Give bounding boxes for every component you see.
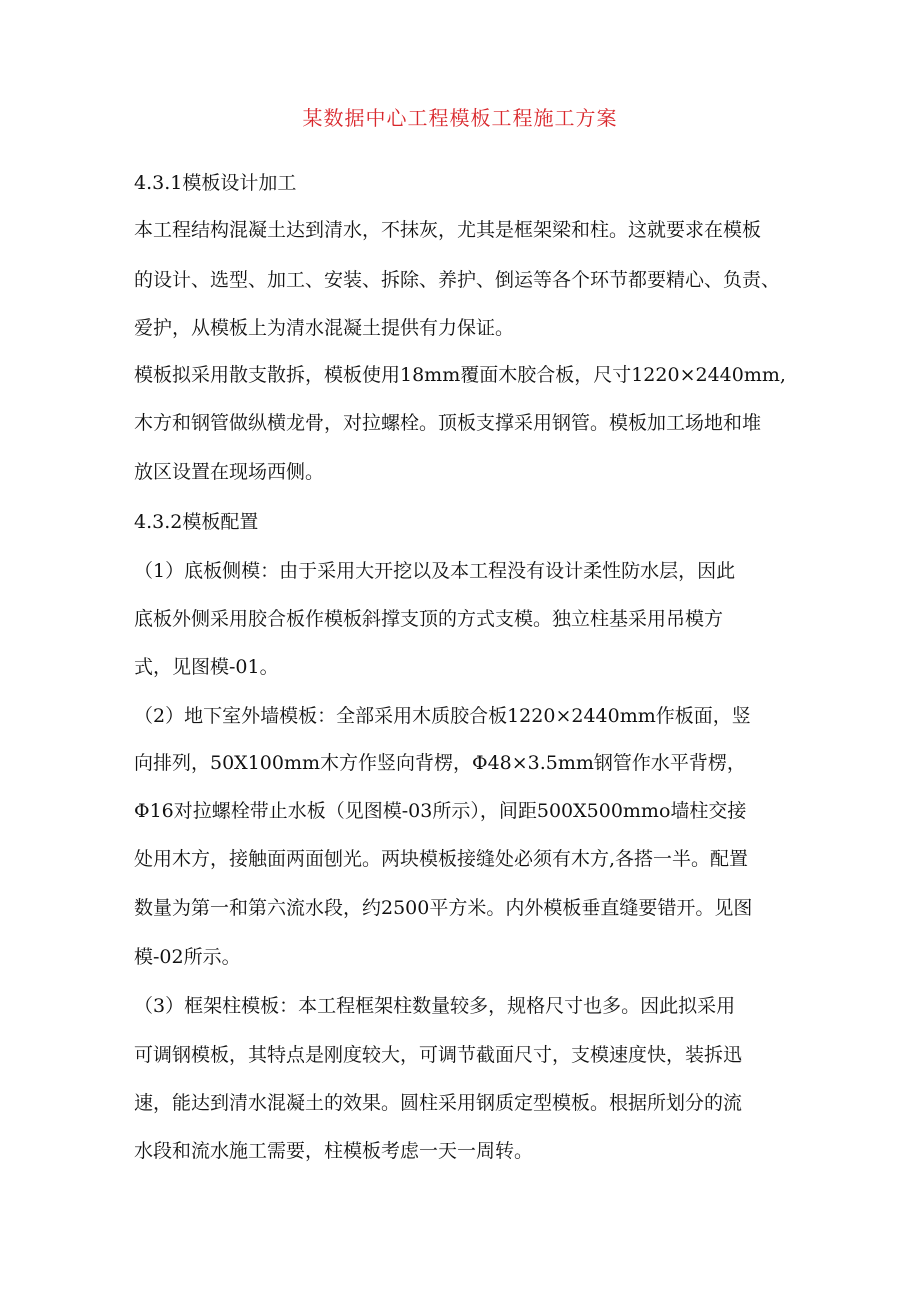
paragraph-line: 模-02所示。 <box>134 946 241 968</box>
document-title: 某数据中心工程模板工程施工方案 <box>302 106 618 130</box>
paragraph-line: （3）框架柱模板：本工程框架柱数量较多，规格尺寸也多。因此拟采用 <box>134 995 736 1017</box>
paragraph-line: （2）地下室外墙模板：全部采用木质胶合板1220×2440mm作板面，竖 <box>134 705 751 727</box>
paragraph-line: 爱护，从模板上为清水混凝土提供有力保证。 <box>134 317 515 339</box>
section-heading-4-3-2: 4.3.2模板配置 <box>134 511 259 533</box>
paragraph-line: 放区设置在现场西侧。 <box>134 461 325 483</box>
paragraph-line: 水段和流水施工需要，柱模板考虑一天一周转。 <box>134 1140 534 1162</box>
paragraph-line: 式，见图模-01。 <box>134 656 279 678</box>
paragraph-line: 底板外侧采用胶合板作模板斜撑支顶的方式支模。独立柱基采用吊模方 <box>134 608 724 630</box>
paragraph-line: （1）底板侧模：由于采用大开挖以及本工程没有设计柔性防水层，因此 <box>134 560 736 582</box>
paragraph-line: 向排列，50X100mm木方作竖向背楞，Φ48×3.5mm钢管作水平背楞， <box>134 752 746 774</box>
paragraph-line: 的设计、选型、加工、安装、拆除、养护、倒运等各个环节都要精心、负责、 <box>134 269 781 291</box>
paragraph-line: 本工程结构混凝土达到清水，不抹灰，尤其是框架梁和柱。这就要求在模板 <box>134 219 762 241</box>
paragraph-line: 数量为第一和第六流水段，约2500平方米。内外模板垂直缝要错开。见图 <box>134 897 753 919</box>
paragraph-line: 木方和钢管做纵横龙骨，对拉螺栓。顶板支撑采用钢管。模板加工场地和堆 <box>134 412 762 434</box>
paragraph-line: 模板拟采用散支散拆，模板使用18mm覆面木胶合板，尺寸1220×2440mm, <box>134 364 786 386</box>
paragraph-line: 可调钢模板，其特点是刚度较大，可调节截面尺寸，支模速度快，装拆迅 <box>134 1044 743 1066</box>
paragraph-line: 速，能达到清水混凝土的效果。圆柱采用钢质定型模板。根据所划分的流 <box>134 1092 743 1114</box>
section-heading-4-3-1: 4.3.1模板设计加工 <box>134 172 297 194</box>
paragraph-line: Φ16对拉螺栓带止水板（见图模-03所示），间距500X500mmo墙柱交接 <box>134 800 747 822</box>
paragraph-line: 处用木方，接触面两面刨光。两块模板接缝处必须有木方,各搭一半。配置 <box>134 848 749 870</box>
